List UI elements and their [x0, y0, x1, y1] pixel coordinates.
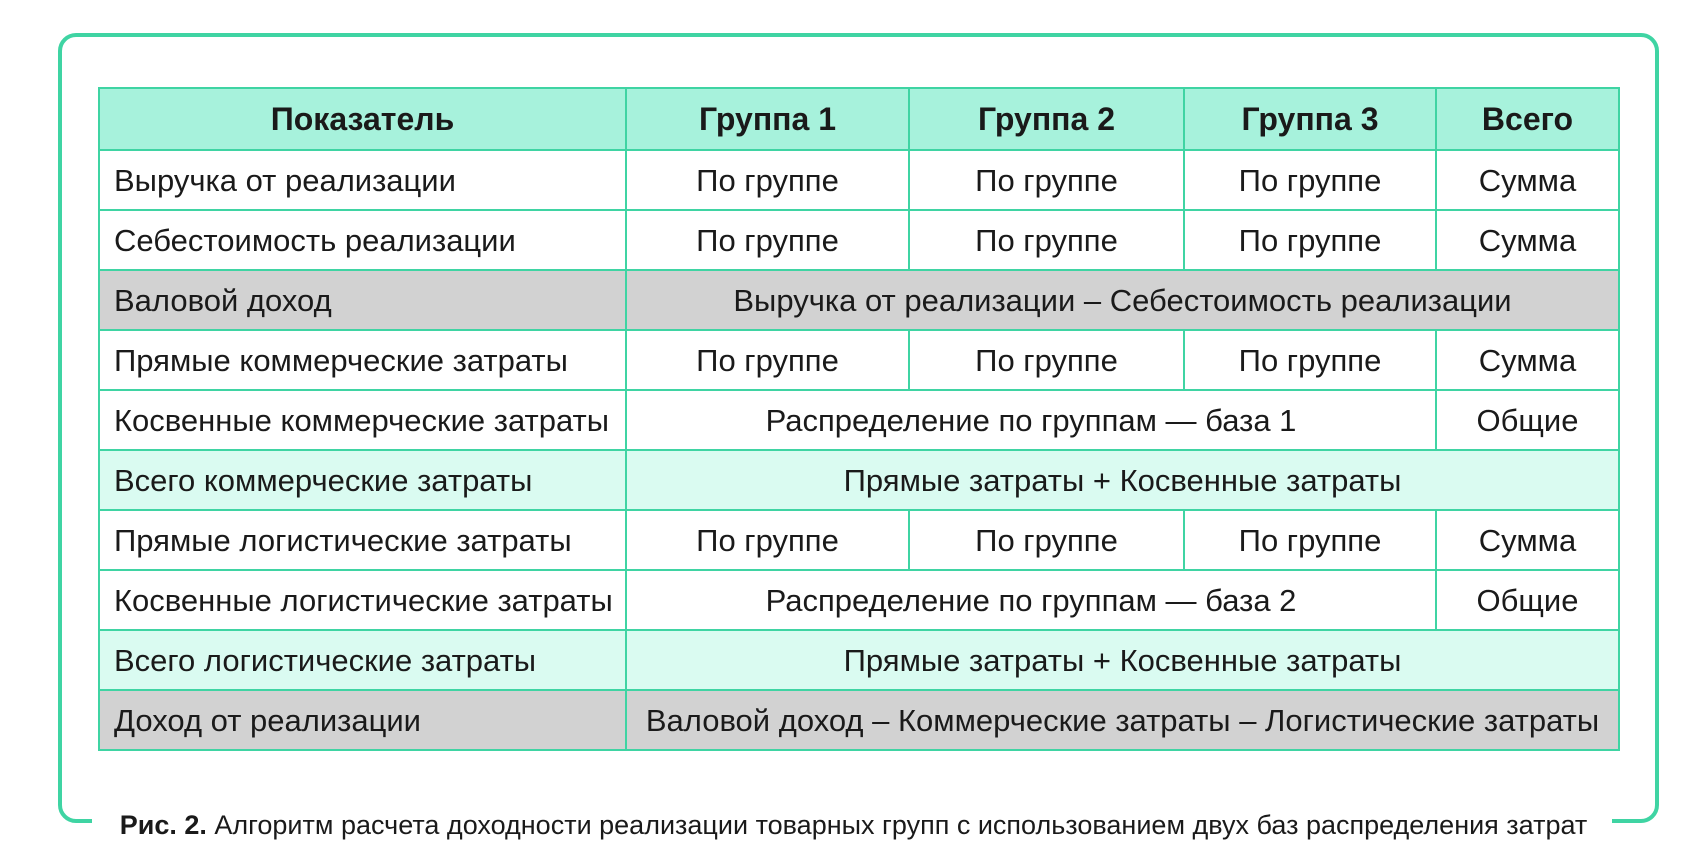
- row-cost-of-sales: [99, 210, 1619, 270]
- cell-formula: Валовой доход – Коммерческие затраты – Логистические затраты: [626, 690, 1619, 750]
- cell-group-3: По группе: [1184, 510, 1436, 570]
- cell-group-2: По группе: [909, 510, 1184, 570]
- row-label: Косвенные коммерческие затраты: [99, 390, 626, 450]
- cell-group-2: По группе: [909, 150, 1184, 210]
- row-indirect-commercial: [99, 390, 1619, 450]
- row-direct-logistics: [99, 510, 1619, 570]
- cost-algorithm-table: [98, 87, 1620, 751]
- cell-group-2: По группе: [909, 210, 1184, 270]
- cell-distribution: Распределение по группам — база 1: [626, 390, 1436, 450]
- row-label: Всего коммерческие затраты: [99, 450, 626, 510]
- cell-total: Общие: [1436, 390, 1619, 450]
- cell-group-1: По группе: [626, 210, 909, 270]
- cell-formula: Выручка от реализации – Себестоимость реализации: [626, 270, 1619, 330]
- row-label: Валовой доход: [99, 270, 626, 330]
- cell-total: Сумма: [1436, 210, 1619, 270]
- row-gross-income: [99, 270, 1619, 330]
- header-indicator: Показатель: [99, 88, 626, 150]
- cell-total: Общие: [1436, 570, 1619, 630]
- row-label: Прямые логистические затраты: [99, 510, 626, 570]
- row-total-logistics: [99, 630, 1619, 690]
- cell-group-3: По группе: [1184, 330, 1436, 390]
- cell-total: Сумма: [1436, 330, 1619, 390]
- cell-group-2: По группе: [909, 330, 1184, 390]
- row-direct-commercial: [99, 330, 1619, 390]
- row-label: Выручка от реализации: [99, 150, 626, 210]
- row-revenue: [99, 150, 1619, 210]
- row-label: Всего логистические затраты: [99, 630, 626, 690]
- header-total: Всего: [1436, 88, 1619, 150]
- figure-caption: [0, 810, 1707, 841]
- cell-formula: Прямые затраты + Косвенные затраты: [626, 630, 1619, 690]
- cell-formula: Прямые затраты + Косвенные затраты: [626, 450, 1619, 510]
- cell-group-3: По группе: [1184, 150, 1436, 210]
- row-total-commercial: [99, 450, 1619, 510]
- cell-total: Сумма: [1436, 150, 1619, 210]
- header-group-1: Группа 1: [626, 88, 909, 150]
- header-row: [99, 88, 1619, 150]
- caption-text: Алгоритм расчета доходности реализации товарных групп с использованием двух баз распределения затрат: [206, 810, 1588, 840]
- table-container: [98, 87, 1618, 751]
- cell-group-1: По группе: [626, 510, 909, 570]
- cell-total: Сумма: [1436, 510, 1619, 570]
- cell-group-1: По группе: [626, 330, 909, 390]
- cell-group-3: По группе: [1184, 210, 1436, 270]
- row-label: Доход от реализации: [99, 690, 626, 750]
- row-label: Косвенные логистические затраты: [99, 570, 626, 630]
- row-label: Себестоимость реализации: [99, 210, 626, 270]
- row-sales-income: [99, 690, 1619, 750]
- caption-prefix: Рис. 2.: [119, 810, 207, 840]
- header-group-3: Группа 3: [1184, 88, 1436, 150]
- header-group-2: Группа 2: [909, 88, 1184, 150]
- cell-distribution: Распределение по группам — база 2: [626, 570, 1436, 630]
- row-label: Прямые коммерческие затраты: [99, 330, 626, 390]
- row-indirect-logistics: [99, 570, 1619, 630]
- cell-group-1: По группе: [626, 150, 909, 210]
